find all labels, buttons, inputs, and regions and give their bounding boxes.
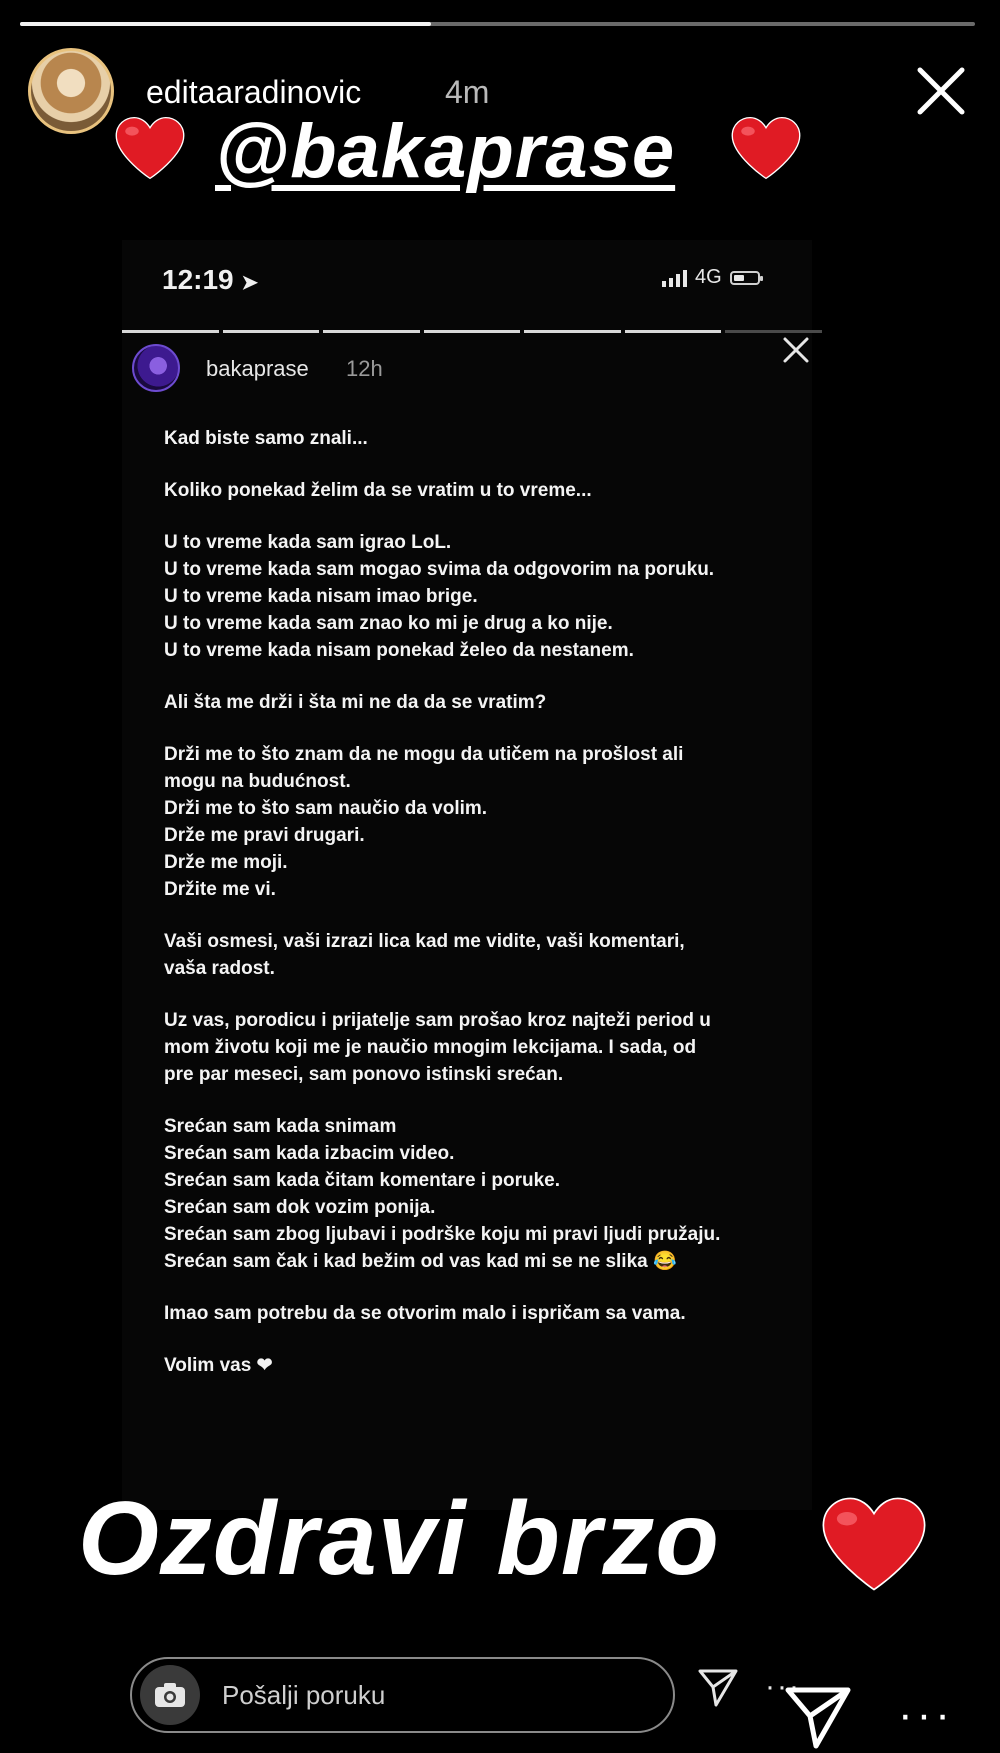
- story-message: [164, 425, 764, 1404]
- heart-icon: [730, 112, 802, 184]
- message-line: mom životu koji me je naučio mnogim lekcijama. I sada, od: [164, 1037, 697, 1058]
- battery-icon: [730, 271, 760, 285]
- message-line: U to vreme kada sam znao ko mi je drug a ko nije.: [164, 613, 613, 634]
- message-line: Imao sam potrebu da se otvorim malo i ispričam sa vama.: [164, 1303, 686, 1324]
- status-time-text: 12:19: [162, 264, 234, 295]
- mention-sticker[interactable]: [215, 108, 675, 195]
- message-line: Srećan sam zbog ljubavi i podrške koju mi pravi ljudi pružaju.: [164, 1224, 721, 1245]
- message-paragraph: [164, 1352, 764, 1379]
- inner-progress-segment: [524, 330, 621, 333]
- story-time-ago: 4m: [445, 74, 490, 110]
- message-line: mogu na budućnost.: [164, 771, 351, 792]
- inner-username: bakaprase: [206, 356, 309, 381]
- close-icon[interactable]: [912, 62, 970, 120]
- inner-progress-segment: [725, 330, 822, 333]
- status-time: [162, 264, 258, 296]
- inner-progress-segment: [625, 330, 722, 333]
- message-line: U to vreme kada sam mogao svima da odgovorim na poruku.: [164, 559, 715, 580]
- message-line: Drže me moji.: [164, 852, 288, 873]
- message-paragraph: [164, 1113, 764, 1275]
- message-line: Vaši osmesi, vaši izrazi lica kad me vidite, vaši komentari,: [164, 931, 685, 952]
- message-line: Volim vas ❤: [164, 1355, 273, 1376]
- caption-text: [78, 1480, 720, 1599]
- message-paragraph: [164, 928, 764, 982]
- message-line: U to vreme kada nisam ponekad želeo da nestanem.: [164, 640, 634, 661]
- message-paragraph: [164, 689, 764, 716]
- reshared-story-screenshot: [122, 240, 812, 1510]
- story-username[interactable]: editaaradinovic: [146, 74, 362, 110]
- message-paragraph: [164, 425, 764, 452]
- message-line: Koliko ponekad želim da se vratim u to vreme...: [164, 480, 592, 501]
- status-indicators: [662, 266, 760, 289]
- message-line: U to vreme kada sam igrao LoL.: [164, 532, 452, 553]
- inner-progress-segment: [424, 330, 521, 333]
- inner-progress-segment: [323, 330, 420, 333]
- inner-close-icon: [780, 334, 812, 366]
- message-line: Srećan sam dok vozim ponija.: [164, 1197, 436, 1218]
- message-line: Srećan sam kada snimam: [164, 1116, 397, 1137]
- more-options-icon: ···: [765, 1670, 801, 1703]
- inner-progress-segment: [122, 330, 219, 333]
- message-paragraph: [164, 529, 764, 664]
- inner-story-progress: [122, 330, 822, 333]
- message-line: vaša radost.: [164, 958, 275, 979]
- caption-label: Ozdravi brzo: [78, 1481, 720, 1597]
- message-line: Srećan sam kada čitam komentare i poruke.: [164, 1170, 561, 1191]
- reply-placeholder: Pošalji poruku: [222, 1679, 386, 1710]
- message-paragraph: [164, 1007, 764, 1088]
- message-paragraph: [164, 477, 764, 504]
- camera-icon: [153, 1681, 187, 1709]
- message-line: Drži me to što sam naučio da volim.: [164, 798, 488, 819]
- reply-input[interactable]: [130, 1657, 675, 1733]
- message-paragraph: [164, 741, 764, 903]
- heart-icon: [820, 1490, 928, 1598]
- message-line: Srećan sam kada izbacim video.: [164, 1143, 455, 1164]
- message-line: Ali šta me drži i šta mi ne da da se vratim?: [164, 692, 547, 713]
- avatar[interactable]: [28, 48, 114, 134]
- camera-button[interactable]: [140, 1665, 200, 1725]
- story-progress-track: [20, 22, 975, 26]
- send-icon: [694, 1663, 742, 1711]
- mention-handle[interactable]: @bakaprase: [215, 109, 676, 194]
- inner-progress-segment: [223, 330, 320, 333]
- message-line: Drže me pravi drugari.: [164, 825, 365, 846]
- message-paragraph: [164, 1300, 764, 1327]
- inner-time-ago: 12h: [346, 356, 383, 381]
- send-button[interactable]: [782, 1680, 854, 1752]
- inner-avatar: [132, 344, 180, 392]
- heart-icon: [114, 112, 186, 184]
- message-line: Držite me vi.: [164, 879, 276, 900]
- message-line: pre par meseci, sam ponovo istinski srećan.: [164, 1064, 564, 1085]
- message-line: Drži me to što znam da ne mogu da utičem na prošlost ali: [164, 744, 684, 765]
- story-progress-fill: [20, 22, 431, 26]
- location-arrow-icon: ➤: [241, 272, 259, 294]
- signal-icon: [662, 269, 687, 287]
- more-options-button[interactable]: ···: [898, 1690, 954, 1739]
- network-label: 4G: [695, 266, 722, 288]
- message-line: Uz vas, porodicu i prijatelje sam prošao kroz najteži period u: [164, 1010, 711, 1031]
- message-line: Srećan sam čak i kad bežim od vas kad mi se ne slika 😂: [164, 1251, 677, 1272]
- message-line: U to vreme kada nisam imao brige.: [164, 586, 478, 607]
- message-line: Kad biste samo znali...: [164, 428, 368, 449]
